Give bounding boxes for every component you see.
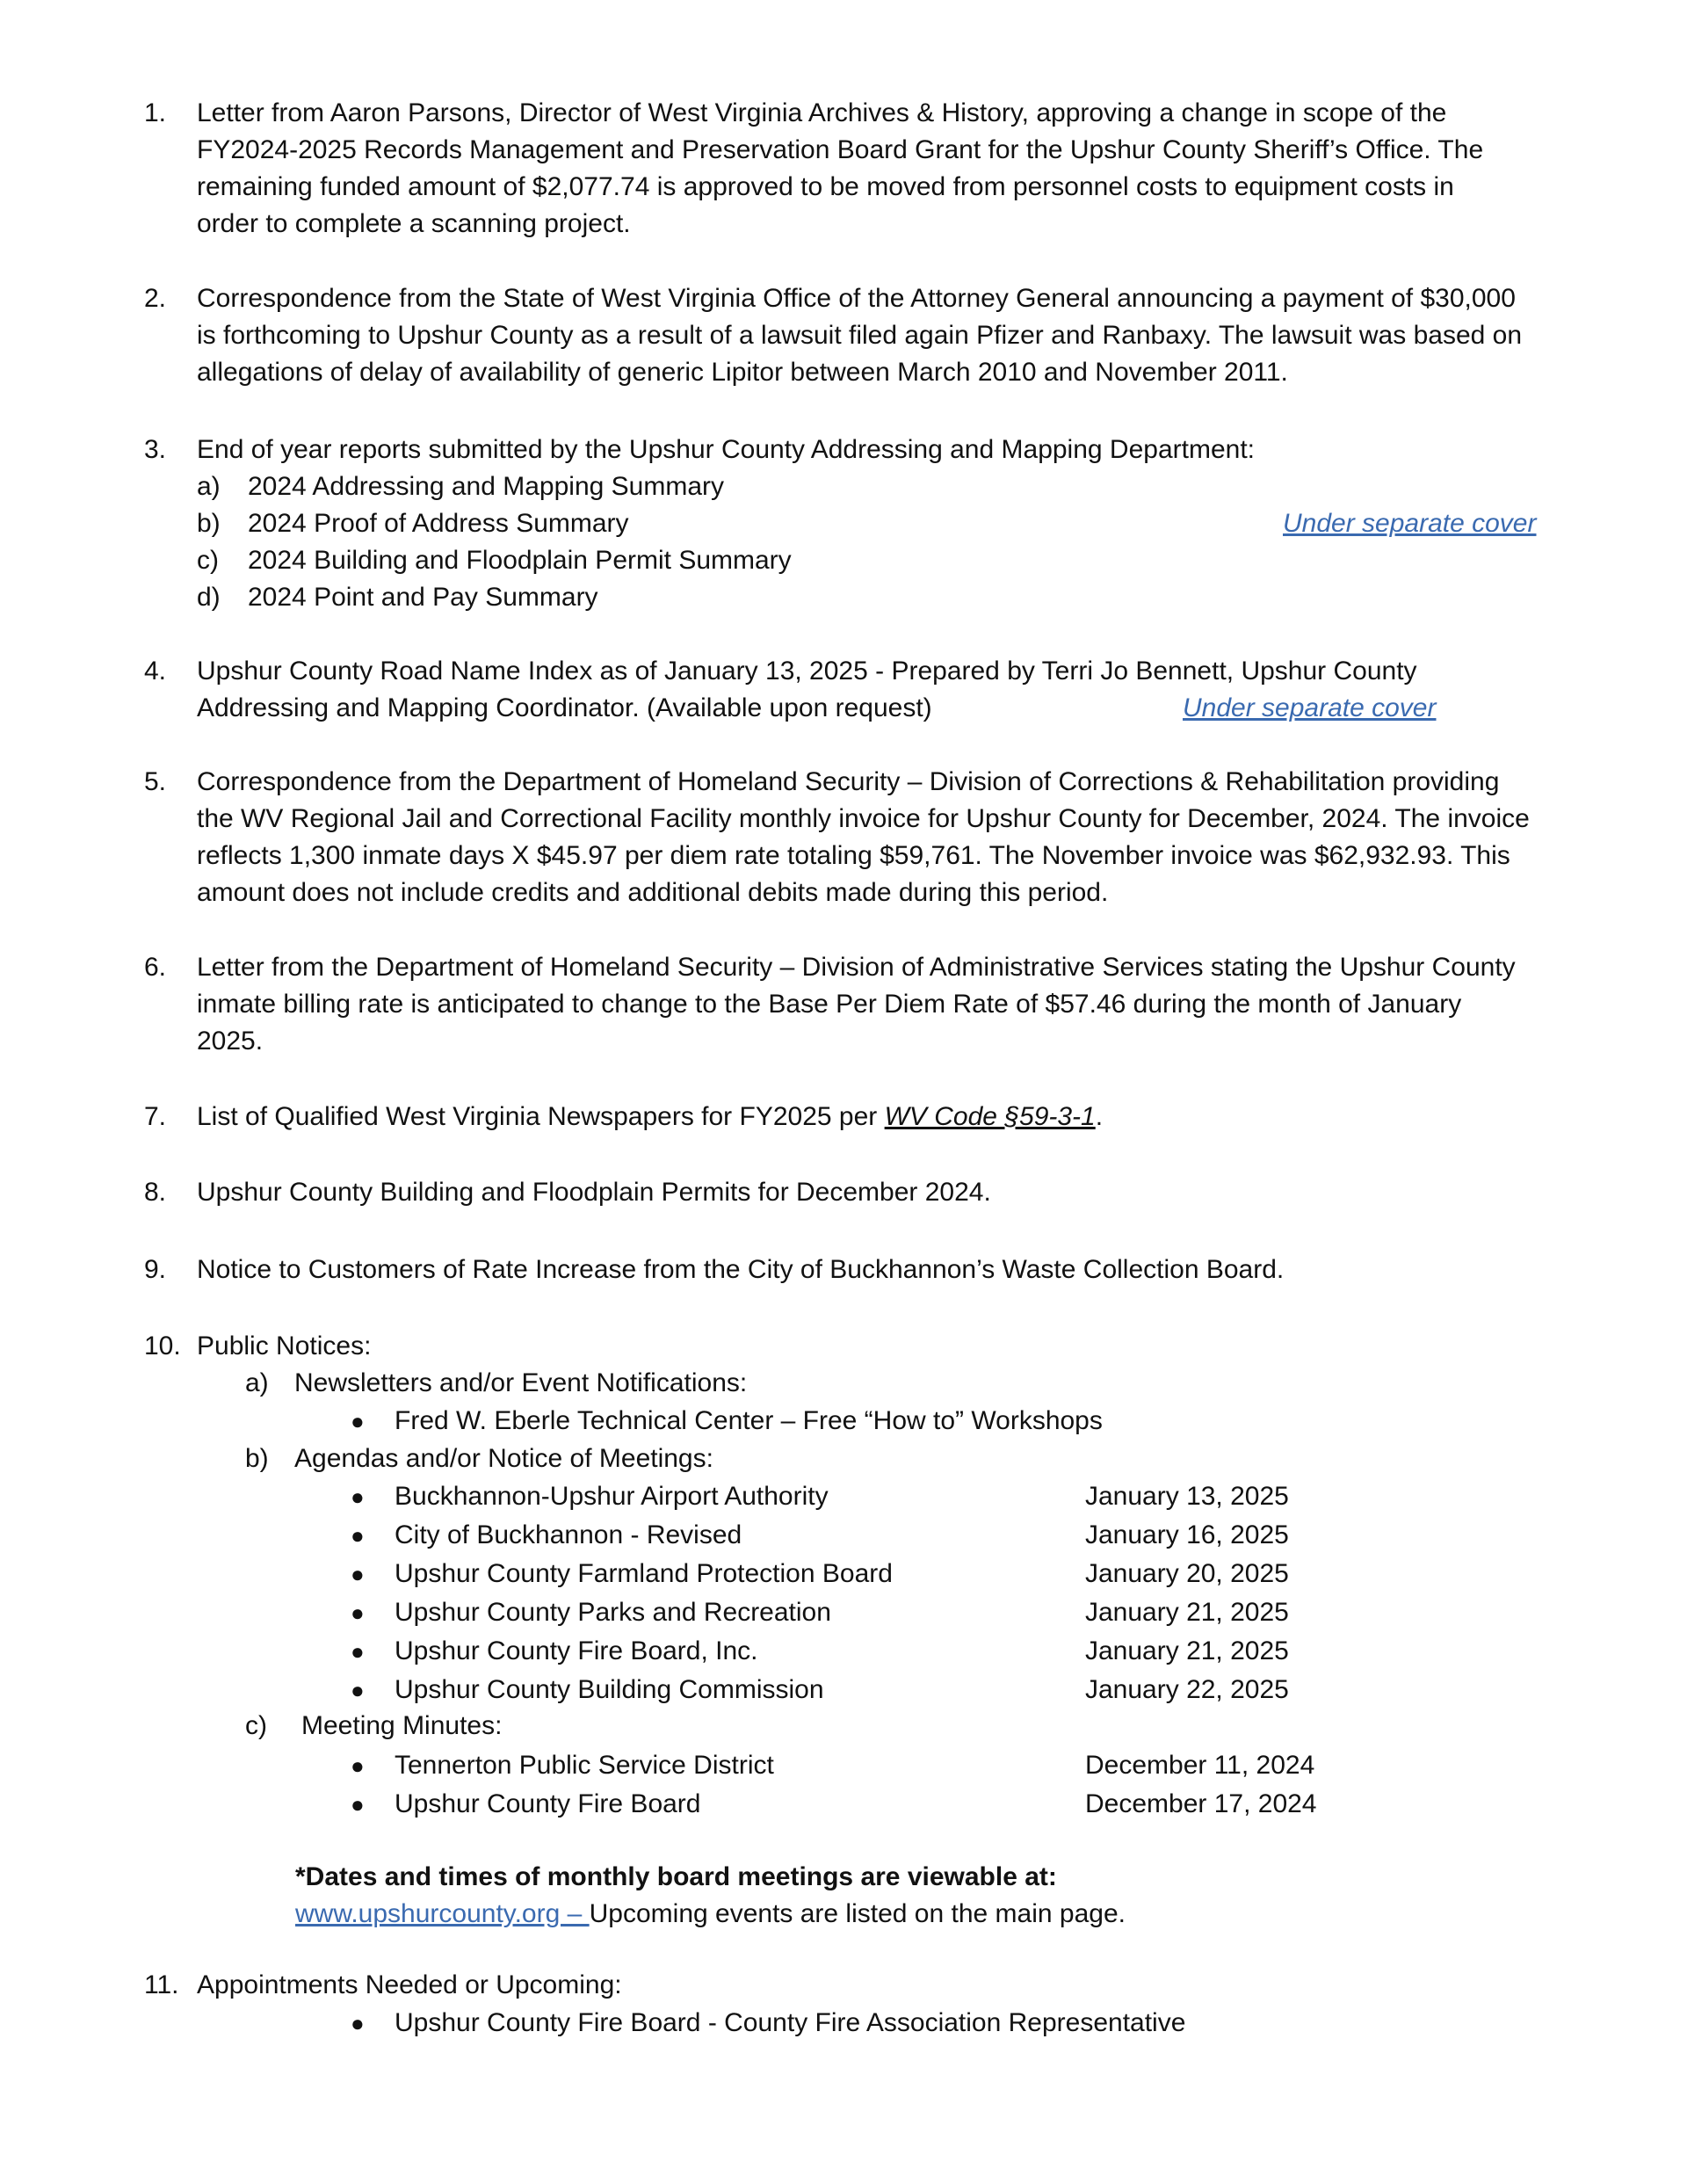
- website-note-text: Upcoming events are listed on the main page.: [589, 1899, 1126, 1928]
- item-text-line: Upshur County Building and Floodplain Permits for December 2024.: [197, 1178, 991, 1207]
- item-text-line: order to complete a scanning project.: [197, 209, 631, 238]
- group-label: Agendas and/or Notice of Meetings:: [294, 1444, 713, 1473]
- bullet-icon: ●: [351, 1484, 365, 1510]
- item-number: 2.: [144, 284, 167, 313]
- entry-name: Fred W. Eberle Technical Center – Free “How to” Workshops: [395, 1406, 1103, 1435]
- bullet-icon: ●: [351, 1600, 365, 1626]
- subitem-letter: c): [197, 546, 219, 575]
- item-number: 9.: [144, 1255, 167, 1284]
- item-text-line: [197, 1099, 1585, 1136]
- board-meetings-note: [295, 1859, 1057, 1896]
- entry-date: January 22, 2025: [1085, 1675, 1289, 1704]
- item-text-line: allegations of delay of availability of generic Lipitor between March 2010 and November 2011.: [197, 358, 1288, 387]
- item-number: 11.: [144, 1970, 179, 1999]
- subitem-text: 2024 Addressing and Mapping Summary: [248, 472, 724, 501]
- note-heading: *Dates and times of monthly board meetings are viewable at:: [295, 1862, 1057, 1891]
- item-text-line: Letter from the Department of Homeland Security – Division of Administrative Services stating the Upshur County: [197, 953, 1516, 982]
- entry-name: Upshur County Parks and Recreation: [395, 1598, 831, 1627]
- entry-date: January 20, 2025: [1085, 1559, 1289, 1588]
- bullet-icon: ●: [351, 1638, 365, 1665]
- bullet-icon: ●: [351, 1677, 365, 1703]
- entry-name: City of Buckhannon - Revised: [395, 1520, 742, 1549]
- entry-name: Upshur County Building Commission: [395, 1675, 824, 1704]
- bullet-icon: ●: [351, 1408, 365, 1434]
- group-label: Meeting Minutes:: [301, 1711, 503, 1740]
- item-text-line: End of year reports submitted by the Upshur County Addressing and Mapping Department:: [197, 435, 1255, 464]
- item-text-line: is forthcoming to Upshur County as a result of a lawsuit filed again Pfizer and Ranbaxy. The lawsuit was based on: [197, 321, 1523, 350]
- item-text-line: Notice to Customers of Rate Increase from the City of Buckhannon’s Waste Collection Board.: [197, 1255, 1285, 1284]
- under-separate-cover-link[interactable]: Under separate cover: [1183, 693, 1437, 722]
- item-text-line: inmate billing rate is anticipated to change to the Base Per Diem Rate of $57.46 during the month of January: [197, 990, 1462, 1019]
- entry-date: December 11, 2024: [1085, 1751, 1315, 1780]
- item-number: 8.: [144, 1178, 167, 1207]
- item-number: 4.: [144, 657, 167, 686]
- subitem-letter: a): [197, 472, 221, 501]
- entry-date: January 13, 2025: [1085, 1482, 1289, 1511]
- entry-name: Tennerton Public Service District: [395, 1751, 774, 1780]
- item-text-line: Letter from Aaron Parsons, Director of West Virginia Archives & History, approving a change in scope of the: [197, 98, 1447, 127]
- website-note: [295, 1896, 1126, 1933]
- subitem-text: 2024 Point and Pay Summary: [248, 583, 598, 612]
- item-text-line: remaining funded amount of $2,077.74 is approved to be moved from personnel costs to equipment costs in: [197, 172, 1454, 201]
- item-number: 3.: [144, 435, 167, 464]
- subitem-letter: b): [197, 509, 221, 538]
- item-number: 7.: [144, 1102, 167, 1131]
- entry-name: Upshur County Fire Board, Inc.: [395, 1636, 758, 1665]
- bullet-icon: ●: [351, 1752, 365, 1779]
- bullet-icon: ●: [351, 1561, 365, 1587]
- subitem-letter: d): [197, 583, 221, 612]
- bullet-icon: ●: [351, 2010, 365, 2036]
- bullet-icon: ●: [351, 1791, 365, 1818]
- item-text-line: Correspondence from the Department of Homeland Security – Division of Corrections & Rehabilitation providing: [197, 767, 1500, 796]
- entry-name: Upshur County Fire Board: [395, 1789, 701, 1818]
- item-text-line: amount does not include credits and additional debits made during this period.: [197, 878, 1109, 907]
- item-text-line: 2025.: [197, 1027, 264, 1056]
- group-letter: a): [245, 1368, 269, 1397]
- item-text-line: reflects 1,300 inmate days X $45.97 per diem rate totaling $59,761. The November invoice was $62,932.93. This: [197, 841, 1510, 870]
- subitem-text: 2024 Proof of Address Summary: [248, 509, 629, 538]
- item-number: 10.: [144, 1331, 181, 1360]
- item-number: 5.: [144, 767, 167, 796]
- subitem-text: 2024 Building and Floodplain Permit Summary: [248, 546, 792, 575]
- item-text: List of Qualified West Virginia Newspapers for FY2025 per: [197, 1102, 885, 1131]
- item-text-line: Correspondence from the State of West Virginia Office of the Attorney General announcing a payment of $30,000: [197, 284, 1516, 313]
- item-text-line: Public Notices:: [197, 1331, 372, 1360]
- bullet-icon: ●: [351, 1522, 365, 1549]
- group-label: Newsletters and/or Event Notifications:: [294, 1368, 748, 1397]
- group-letter: c): [245, 1711, 267, 1740]
- entry-date: December 17, 2024: [1085, 1789, 1317, 1818]
- list-item-11: [144, 1967, 1585, 2046]
- under-separate-cover-link[interactable]: Under separate cover: [1283, 509, 1537, 538]
- item-number: 1.: [144, 98, 167, 127]
- entry-date: January 21, 2025: [1085, 1598, 1289, 1627]
- list-item-3: [144, 432, 1585, 616]
- item-text-line: Upshur County Road Name Index as of January 13, 2025 - Prepared by Terri Jo Bennett, Upshur County: [197, 657, 1417, 686]
- list-item-10: [144, 1328, 1585, 1943]
- wv-code-link[interactable]: WV Code §59-3-1: [884, 1102, 1096, 1131]
- entry-name: Upshur County Fire Board - County Fire Association Representative: [395, 2008, 1186, 2037]
- item-text-line: the WV Regional Jail and Correctional Facility monthly invoice for Upshur County for December, 2024. The invoice: [197, 804, 1530, 833]
- entry-name: Upshur County Farmland Protection Board: [395, 1559, 893, 1588]
- item-text-line: Addressing and Mapping Coordinator. (Available upon request): [197, 693, 932, 722]
- item-text-line: Appointments Needed or Upcoming:: [197, 1970, 622, 1999]
- item-number: 6.: [144, 953, 167, 982]
- entry-name: Buckhannon-Upshur Airport Authority: [395, 1482, 829, 1511]
- item-text-line: FY2024-2025 Records Management and Preservation Board Grant for the Upshur County Sheriff’s Office. The: [197, 135, 1484, 164]
- entry-date: January 21, 2025: [1085, 1636, 1289, 1665]
- entry-date: January 16, 2025: [1085, 1520, 1289, 1549]
- item-text-end: .: [1095, 1102, 1104, 1131]
- group-letter: b): [245, 1444, 269, 1473]
- website-link[interactable]: www.upshurcounty.org –: [295, 1899, 590, 1928]
